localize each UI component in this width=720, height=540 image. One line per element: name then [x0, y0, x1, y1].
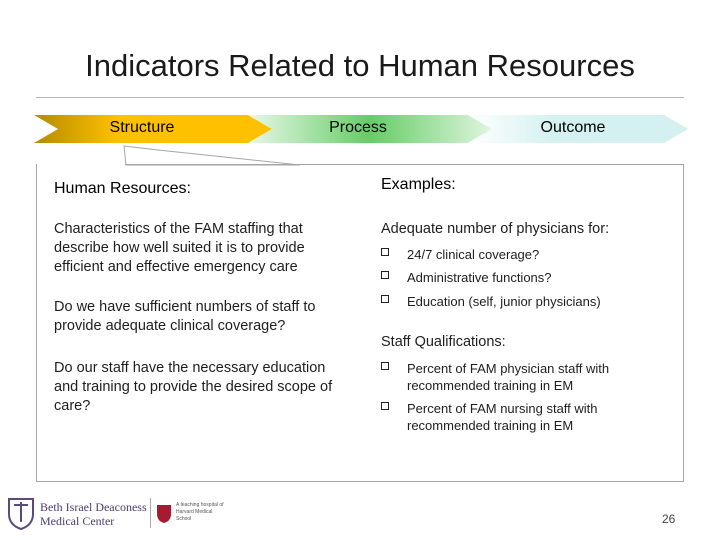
left-heading: Human Resources: — [54, 180, 191, 197]
left-paragraph-3: Do our staff have the necessary education and training to provide the desired scope of care? — [54, 360, 333, 414]
outcome-label: Outcome — [540, 119, 606, 136]
process-label: Process — [329, 119, 387, 136]
logo-affiliation: A teaching hospital of Harvard Medical School — [176, 502, 224, 522]
left-column — [54, 180, 344, 416]
bullet-square-icon — [381, 295, 389, 303]
shield-icon — [6, 496, 36, 530]
bullet-square-icon — [381, 248, 389, 256]
bidmc-logo — [6, 496, 226, 532]
left-paragraph-1: Characteristics of the FAM staffing that describe how well suited it is to provide efficient and effective emergency care — [54, 221, 305, 275]
callout-pointer — [124, 146, 300, 165]
right-subheading-1: Adequate number of physicians for: — [381, 221, 610, 237]
right-column — [381, 176, 671, 194]
logo-name-line1: Beth Israel Deaconess — [40, 500, 147, 514]
bullet-square-icon — [381, 402, 389, 410]
left-paragraph-2: Do we have sufficient numbers of staff to provide adequate clinical coverage? — [54, 299, 316, 334]
logo-name-line2: Medical Center — [40, 514, 115, 528]
page-number: 26 — [662, 512, 676, 526]
right-heading: Examples: — [381, 176, 456, 193]
bullet-square-icon — [381, 271, 389, 279]
structure-label: Structure — [109, 119, 175, 136]
bullet-square-icon — [381, 362, 389, 370]
right-subheading-2: Staff Qualifications: — [381, 334, 506, 350]
stage-arrows — [0, 0, 720, 170]
slide-title: Indicators Related to Human Resources — [85, 48, 635, 83]
harvard-shield-icon — [156, 504, 172, 524]
